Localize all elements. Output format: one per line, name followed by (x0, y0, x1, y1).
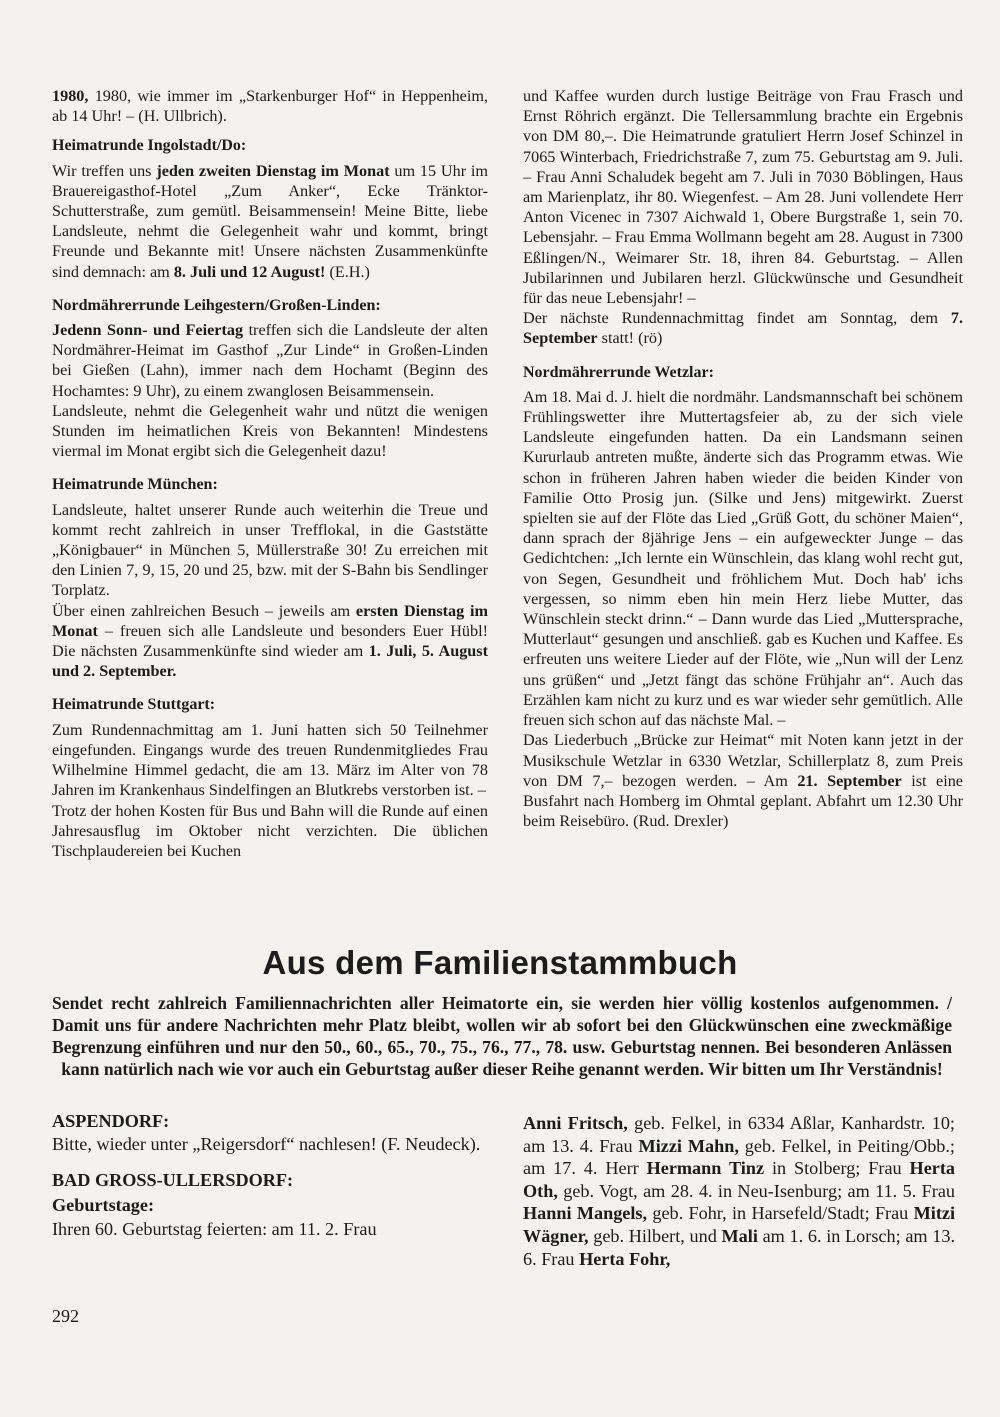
page-number: 292 (52, 1306, 79, 1326)
muenchen-heading: Heimatrunde München: (52, 476, 218, 494)
lower-left-column (52, 1110, 488, 1241)
section-title: Aus dem Familienstammbuch (262, 944, 738, 981)
wetzlar-paragraph: Am 18. Mai d. J. hielt die nordmähr. Landsmannschaft bei schönem Frühlingswetter ihre Muttertagsfeier ab, zu der sich viele Landsleute eingefunden hatten. Da ein Landsmann seinen Kururlaub antreten mußte, änderte sich das Programm etwas. Wie schon in früheren Jahren haben wieder die beiden Kinder von Familie Otto Prosig jun. (Silke und Jens) mitgewirkt. Zuerst spielten sie auf der Flöte das Lied „Grüß Gott, du schöner Maien“, dann sprach der 8jährige Jens – ein aufgeweckter Junge – das Gedichtchen: „Ich lernte ein Wünschlein, das klang wohl recht gut, von Segen, Gesundheit und fröhlichem Mut. Doch hab' ichs vergessen, so nimm eben hin mein Herz liebe Mutter, das Wünschlein steckt drinn.“ – Dann wurde das Lied „Muttersprache, Mutterlaut“ gesungen und anschließ. gab es Kuchen und Kaffee. Es erfreuten uns weitere Lieder auf der Flöte, wie „Nun will der Lenz uns grüßen“ und „Jetzt fängt das schöne Frühjahr an“. Auch das Erzählen kam nicht zu kurz und es war wieder sehr gemütlich. Alle freuen sich schon auf das nächste Mal. – (523, 387, 963, 730)
left-column (52, 86, 488, 861)
leihgestern-heading: Nordmährerrunde Leihgestern/Großen-Linden: (52, 296, 381, 314)
geburtstage-heading: Geburtstage: (52, 1194, 155, 1215)
stuttgart-continuation: und Kaffee wurden durch lustige Beiträge von Frau Frasch und Ernst Röhrich ergänzt. Die Tellersammlung brachte ein Ergebnis von DM 80,–. Die Heimatrunde gratuliert Herrn Josef Schinzel in 7065 Winterbach, Friedrichstraße 7, zum 75. Geburtstag am 9. Juli. – Frau Anni Schaludek begeht am 7. Juli in 7030 Böblingen, Haus am Marienplatz, ihr 80. Wiegenfest. – Am 28. Juni vollendete Herr Anton Vicenec in 7307 Aichwald 1, Obere Burgstraße 1, sein 70. Lebensjahr. – Frau Emma Wollmann begeht am 28. August in 7300 Eßlingen/N., Weimarer Str. 18, ihren 84. Geburtstag. – Allen Jubilarinnen und Jubilaren herzl. Glückwünsche und Gesundheit für das neue Lebensjahr! – (523, 87, 963, 308)
stuttgart-paragraph-2: Trotz der hohen Kosten für Bus und Bahn will die Runde auf einen Jahresausflug im Oktober nicht verzichten. Die üblichen Tischplaudereien bei Kuchen (52, 801, 488, 860)
next-meeting: Der nächste Rundennachmittag findet am Sonntag, dem 7. September statt! (rö) (523, 309, 963, 348)
intro-text: 1980, wie immer im „Starkenburger Hof“ in Heppenheim, ab 14 Uhr! – (H. Ullbrich). (52, 87, 489, 126)
grossullersdorf-heading: BAD GROSS-ULLERSDORF: (52, 1170, 294, 1191)
muenchen-paragraph: Landsleute, haltet unserer Runde auch weiterhin die Treue und kommt recht zahlreich in unser Trefflokal, in die Gaststätte „Königbauer“ in München 5, Müllerstraße 30! Zu erreichen mit den Linien 7, 9, 15, 20 und 25, bzw. mit der S-Bahn bis Sendlinger Torplatz. (52, 500, 488, 600)
right-column (523, 86, 963, 831)
wetzlar-heading: Nordmährerrunde Wetzlar: (523, 363, 714, 381)
leihgestern-paragraph-2: Landsleute, nehmt die Gelegenheit wahr und nützt die wenigen Stunden im heimatlichen Kreis von Bekannten! Mindestens viermal im Monat ergibt sich die Gelegenheit dazu! (52, 401, 488, 461)
notice-paragraph: Sendet recht zahlreich Familiennachrichten aller Heimatorte ein, sie werden hier völlig kostenlos aufgenommen. / Damit uns für andere Nachrichten mehr Platz bleibt, wollen wir ab sofort bei den Glückwünschen eine zweckmäßige Begrenzung einführen und nur den 50., 60., 65., 70., 75., 76., 77., 78. usw. Geburtstag nennen. Bei besonderen Anlässen kann natürlich nach wie vor auch ein Geburtstag außer dieser Reihe genannt werden. Wir bitten um Ihr Verständnis! (52, 993, 952, 1079)
wetzlar-paragraph-2: Das Liederbuch „Brücke zur Heimat“ mit Noten kann jetzt in der Musikschule Wetzlar in 6330 Wetzlar, Schillerplatz 8, zum Preis von DM 7,– bezogen werden. – Am 21. September ist eine Busfahrt nach Homberg im Ohmtal geplant. Abfahrt um 12.30 Uhr beim Reisebüro. (Rud. Drexler) (523, 731, 963, 831)
muenchen-paragraph-2: Über einen zahlreichen Besuch – jeweils am ersten Dienstag im Monat – freuen sich alle Landsleute und besonders Euer Hübl! Die nächsten Zusammenkünfte sind wieder am 1. Juli, 5. August und 2. September. (52, 601, 488, 681)
ingolstadt-heading: Heimatrunde Ingolstadt/Do: (52, 137, 247, 155)
intro-paragraph (52, 86, 488, 126)
ingolstadt-paragraph: Wir treffen uns jeden zweiten Dienstag im Monat um 15 Uhr im Brauereigasthof-Hotel „Zum Anker“, Ecke Tränktor-Schutterstraße, zum gemütl. Beisammensein! Meine Bitte, liebe Landsleute, nehmt die Gelegenheit wahr und kommt, bringt Freunde und Bekannte mit! Unsere nächsten Zusammenkünfte sind demnach: am 8. Juli und 12 August! (E.H.) (52, 161, 489, 281)
stuttgart-paragraph: Zum Rundennachmittag am 1. Juni hatten sich 50 Teilnehmer eingefunden. Eingangs wurde des treuen Rundenmitgliedes Frau Wilhelmine Himmel gedacht, die am 13. März im Alter von 78 Jahren im Krankenhaus Sindelfingen an Blutkrebs verstorben ist. – (52, 720, 488, 800)
aspendorf-heading: ASPENDORF: (52, 1111, 170, 1131)
intro-year: 1980, (52, 87, 89, 105)
birthday-list: Anni Fritsch, geb. Felkel, in 6334 Aßlar, Kanhardstr. 10; am 13. 4. Frau Mizzi Mahn, geb. Felkel, in Peiting/Obb.; am 17. 4. Herr Hermann Tinz in Stolberg; Frau Herta Oth, geb. Vogt, am 28. 4. in Neu-Isenburg; am 11. 5. Frau Hanni Mangels, geb. Fohr, in Harsefeld/Stadt; Frau Mitzi Wägner, geb. Hilbert, und Mali am 1. 6. in Lorsch; am 13. 6. Frau Herta Fohr, (523, 1113, 955, 1269)
leihgestern-paragraph: Jedenn Sonn- und Feiertag treffen sich die Landsleute der alten Nordmährer-Heimat im Gasthof „Zur Linde“ in Großen-Linden bei Gießen (Lahn), immer nach dem Hochamt (Beginn des Hochamtes: 9 Uhr), zu einem zwanglosen Beisammensein. (52, 321, 488, 400)
stuttgart-heading: Heimatrunde Stuttgart: (52, 696, 216, 714)
lower-right-column (523, 1112, 955, 1270)
geburtstage-text: Ihren 60. Geburtstag feierten: am 11. 2. Frau (52, 1219, 377, 1240)
aspendorf-text: Bitte, wieder unter „Reigersdorf“ nachlesen! (F. Neudeck). (52, 1133, 481, 1154)
